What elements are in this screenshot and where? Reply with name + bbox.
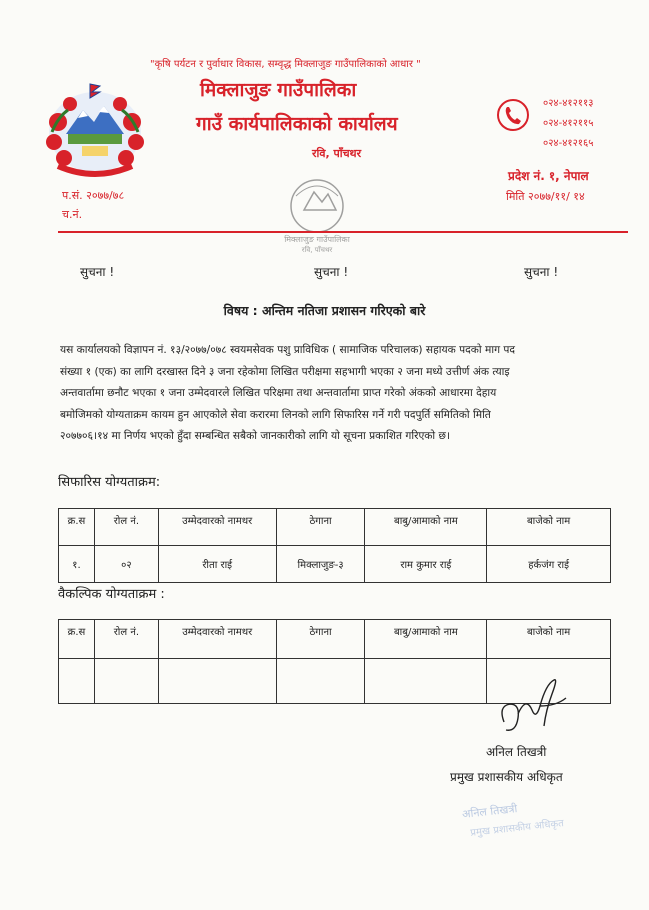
column-header: क्र.स — [59, 509, 95, 546]
column-header: बाजेको नाम — [487, 509, 611, 546]
telephone-icon — [496, 98, 530, 132]
column-header: रोल नं. — [94, 509, 158, 546]
body-line: २०७७०६।१४ मा निर्णय भएको हुँदा सम्बन्धित सबैको जानकारीको लागि यो सूचना प्रकाशित गरिएको छ। — [60, 430, 450, 443]
office-name: गाउँ कार्यपालिकाको कार्यालय — [196, 113, 398, 135]
body-line: यस कार्यालयको विज्ञापन नं. १३/२०७७/०७८ स्वयमसेवक पशु प्राविधिक ( सामाजिक परिचालक) सहायक पदको माग पद — [60, 344, 516, 356]
table-cell — [276, 659, 365, 704]
column-header: बाबु/आमाको नाम — [365, 620, 487, 659]
table-row — [59, 546, 611, 583]
table-cell: राम कुमार राई — [365, 546, 487, 583]
body-line: संख्या १ (एक) का लागि दरखास्त दिने ३ जना रहेकोमा लिखित परीक्षमा सहभागी भएका २ जना मध्ये उत्तीर्ण अंक त्याइ — [60, 365, 510, 378]
office-motto: "कृषि पर्यटन र पुर्वाधार विकास, सम्वृद्ध मिक्लाजुङ गाउँपालिकाको आधार " — [150, 59, 421, 70]
phone-number: ०२४-४१२११३ — [543, 98, 594, 109]
table-cell: रीता राई — [158, 546, 276, 583]
letter-subject: विषय : अन्तिम नतिजा प्रशासन गरिएको बारे — [223, 303, 426, 318]
province-label: प्रदेश नं. १, नेपाल — [508, 169, 589, 183]
notice-label: सुचना ! — [524, 265, 559, 279]
table-header-row — [59, 620, 611, 659]
table-cell — [59, 659, 95, 704]
dispatch-number: च.नं. — [62, 208, 83, 221]
reference-number: प.सं. २०७७/७८ — [62, 189, 125, 202]
phone-numbers — [543, 94, 593, 154]
office-location: रवि, पाँचथर — [312, 147, 362, 160]
column-header: बाजेको नाम — [487, 620, 611, 659]
body-line: अन्तवार्तामा छनौट भएका १ जना उम्मेदवारले लिखित परिक्षमा तथा अन्तवार्तामा प्राप्त गरेको अंकको आधारमा देहाय — [60, 387, 497, 400]
signatory-designation: प्रमुख प्रशासकीय अधिकृत — [450, 770, 563, 784]
column-header: रोल नं. — [94, 620, 158, 659]
alternate-list-heading: वैकल्पिक योग्यताक्रम : — [58, 587, 165, 602]
table-cell — [365, 659, 487, 704]
column-header: उम्मेदवारको नामथर — [158, 620, 276, 659]
table-cell: हर्कजंग राई — [487, 546, 611, 583]
column-header: ठेगाना — [276, 509, 365, 546]
letter-date: मिति २०७७/११/ १४ — [506, 190, 585, 203]
header-divider — [58, 231, 628, 233]
table-cell: मिक्लाजुङ-३ — [276, 546, 365, 583]
letter-body — [60, 340, 620, 448]
municipality-name: मिक्लाजुङ गाउँपालिका — [200, 79, 357, 101]
table-cell — [94, 659, 158, 704]
table-cell: ०२ — [94, 546, 158, 583]
body-line: बमोजिमको योग्यताक्रम कायम हुन आएकोले सेवा करारमा लिनको लागि सिफारिस गर्ने गरी पदपुर्ति समितिको मिति — [60, 408, 491, 421]
signatory-name: अनिल तिखत्री — [486, 745, 547, 759]
office-seal-stamp — [262, 166, 372, 274]
svg-text:मिक्लाजुङ गाउँपालिका: मिक्लाजुङ गाउँपालिका — [284, 235, 350, 244]
nepal-emblem-icon — [38, 82, 152, 182]
phone-number: ०२४-४१२११५ — [543, 118, 594, 129]
notice-label: सुचना ! — [314, 265, 349, 279]
column-header: बाबु/आमाको नाम — [365, 509, 487, 546]
table-header-row — [59, 509, 611, 546]
recommended-table — [58, 508, 611, 583]
signatory-stamp-name: अनिल तिखत्री — [461, 802, 518, 821]
column-header: क्र.स — [59, 620, 95, 659]
table-cell — [158, 659, 276, 704]
svg-text:रवि, पाँचथर: रवि, पाँचथर — [301, 246, 333, 254]
signatory-stamp-designation: प्रमुख प्रशासकीय अधिकृत — [469, 818, 565, 839]
column-header: उम्मेदवारको नामथर — [158, 509, 276, 546]
column-header: ठेगाना — [276, 620, 365, 659]
handwritten-signature — [496, 676, 576, 742]
phone-number: ०२४-४१२१६५ — [543, 138, 594, 149]
notice-label: सुचना ! — [80, 265, 115, 279]
recommended-list-heading: सिफारिस योग्यताक्रम: — [58, 475, 161, 490]
table-cell: १. — [59, 546, 95, 583]
